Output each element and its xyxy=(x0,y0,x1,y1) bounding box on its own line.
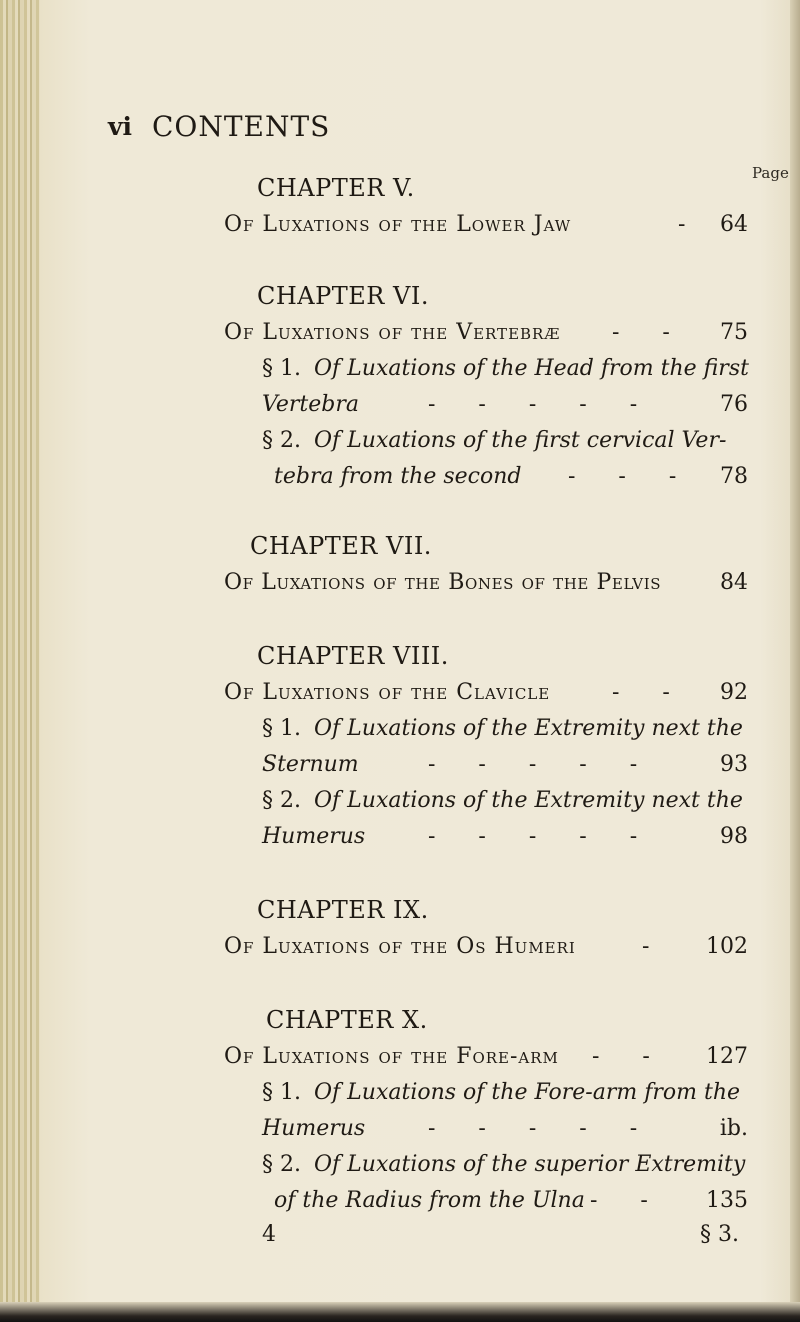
binding-edge xyxy=(0,0,40,1322)
entry-page: 64 xyxy=(720,212,748,237)
entry-leader: - xyxy=(642,934,668,959)
section-marker: § 2. xyxy=(262,788,301,813)
section-title-line: Vertebra xyxy=(262,392,359,417)
chapter-heading: CHAPTER VI. xyxy=(257,282,429,310)
section-title-line: Of Luxations of the Fore-arm from the xyxy=(314,1080,741,1105)
entry-page: 135 xyxy=(706,1188,748,1213)
entry-leader: - - - - - xyxy=(428,824,656,849)
entry-leader: - - - - - xyxy=(428,752,656,777)
page-right-edge xyxy=(790,0,800,1322)
entry-leader: - - xyxy=(612,320,688,345)
entry-title: Of Luxations of the Vertebræ xyxy=(224,320,561,345)
entry-page: 84 xyxy=(720,570,748,595)
entry-page: 78 xyxy=(720,464,748,489)
section-title-line: Of Luxations of the Extremity next the xyxy=(314,716,743,741)
catchword: § 3. xyxy=(700,1222,739,1247)
page-column-label: Page xyxy=(752,164,789,182)
page-bottom-edge xyxy=(0,1302,800,1322)
chapter-heading: CHAPTER VII. xyxy=(250,532,432,560)
entry-page: 75 xyxy=(720,320,748,345)
page-title: CONTENTS xyxy=(152,110,331,143)
section-title-line: Humerus xyxy=(262,1116,366,1141)
entry-leader: - xyxy=(678,212,704,237)
entry-title: Of Luxations of the Clavicle xyxy=(224,680,551,705)
entry-page: 102 xyxy=(706,934,748,959)
section-title-line: Of Luxations of the first cervical Ver- xyxy=(314,428,727,453)
entry-title: Of Luxations of the Os Humeri xyxy=(224,934,576,959)
chapter-heading: CHAPTER IX. xyxy=(257,896,429,924)
section-title-line: of the Radius from the Ulna xyxy=(274,1188,585,1213)
entry-title: Of Luxations of the Fore-arm xyxy=(224,1044,559,1069)
entry-title: Of Luxations of the Bones of the Pelvis xyxy=(224,570,662,595)
entry-leader: - - - - - xyxy=(428,392,656,417)
entry-page: ib. xyxy=(719,1116,748,1141)
chapter-heading: CHAPTER X. xyxy=(266,1006,428,1034)
entry-title: Of Luxations of the Lower Jaw xyxy=(224,212,572,237)
entry-leader: - - xyxy=(592,1044,668,1069)
section-title-line: Sternum xyxy=(262,752,359,777)
entry-leader: - - xyxy=(590,1188,666,1213)
section-title-line: Of Luxations of the Head from the first xyxy=(314,356,749,381)
section-title-line: tebra from the second xyxy=(274,464,522,489)
section-marker: § 2. xyxy=(262,1152,301,1177)
entry-page: 76 xyxy=(720,392,748,417)
section-marker: § 1. xyxy=(262,356,301,381)
entry-page: 93 xyxy=(720,752,748,777)
section-title-line: Humerus xyxy=(262,824,366,849)
chapter-heading: CHAPTER VIII. xyxy=(257,642,449,670)
entry-page: 127 xyxy=(706,1044,748,1069)
section-title-line: Of Luxations of the Extremity next the xyxy=(314,788,743,813)
entry-leader: - - - xyxy=(568,464,695,489)
section-marker: § 1. xyxy=(262,716,301,741)
entry-page: 98 xyxy=(720,824,748,849)
section-title-line: Of Luxations of the superior Extremity xyxy=(314,1152,746,1177)
entry-leader: - - xyxy=(612,680,688,705)
signature-mark: 4 xyxy=(262,1222,276,1247)
entry-leader: - - - - - xyxy=(428,1116,656,1141)
section-marker: § 2. xyxy=(262,428,301,453)
chapter-heading: CHAPTER V. xyxy=(257,174,415,202)
entry-page: 92 xyxy=(720,680,748,705)
page-number: vi xyxy=(108,112,133,141)
section-marker: § 1. xyxy=(262,1080,301,1105)
